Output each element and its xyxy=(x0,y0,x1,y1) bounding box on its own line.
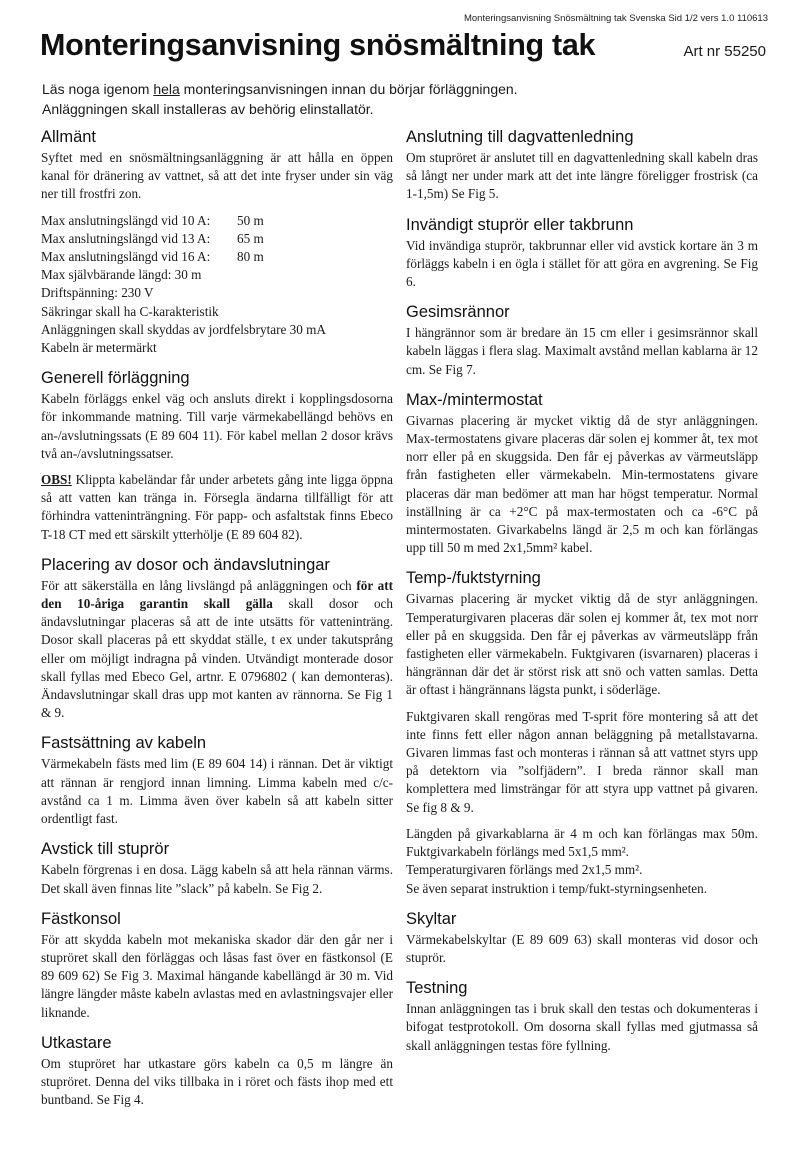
intro-text-post: monteringsanvisningen innan du börjar förläggningen. xyxy=(179,81,518,97)
right-column xyxy=(406,126,758,1065)
text-line: Längden på givarkablarna är 4 m och kan förlängas max 50m. Fuktgivarkabeln förlängs med 5x1,5 mm². xyxy=(406,825,758,860)
spec-row xyxy=(41,212,393,230)
section-heading: Invändigt stuprör eller takbrunn xyxy=(406,215,634,234)
left-column xyxy=(41,126,393,1119)
spec-value: 80 m xyxy=(237,249,264,265)
section-heading: Placering av dosor och ändavslutningar xyxy=(41,555,330,574)
text-post: skall dosor och ändavslutningar placeras så att de inte utsätts för vatteninträng. Dosor skall placeras på ett skyddat ställe, t ex under takutsprång eller om möjligt indragna på vinden. Utvändigt monterade dosor skall fyllas med Ebeco Gel, artnr. E 0796802 ( kan demonteras). Ändavslutningar skall dras upp mot kanten av rännorna. Se Fig 1 & 9. xyxy=(41,596,393,721)
section-fastsattning xyxy=(41,732,393,828)
section-text: Värmekabeln fästs med lim (E 89 604 14) i rännan. Det är viktigt att rännan är rengjord innan limning. Limma kabeln med c/c-avstånd ca 1 m. Limma även över kabeln så att kabeln sitter ordentligt fast. xyxy=(41,756,393,827)
page-title: Monteringsanvisning snösmältning tak xyxy=(40,28,596,62)
section-anslutning xyxy=(406,126,758,204)
spec-line: Anläggningen skall skyddas av jordfelsbrytare 30 mA xyxy=(41,321,326,337)
section-text: Syftet med en snösmältningsanläggning är att hålla en öppen kanal för dränering av vattnet, så att det inte fryser under sin väg ner till frostfri zon. xyxy=(41,150,393,202)
section-invandigt xyxy=(406,214,758,292)
section-text xyxy=(41,577,393,723)
spec-label: Max anslutningslängd vid 10 A: xyxy=(41,212,211,228)
section-text xyxy=(406,825,758,898)
intro xyxy=(42,79,772,119)
section-text: Om stupröret är anslutet till en dagvattenledning skall kabeln dras så långt ner under mark att det inte längre föreligger frostrisk (ca 1-1,5m) Se Fig 5. xyxy=(406,150,758,202)
section-text: Kabeln förläggs enkel väg och ansluts direkt i kopplingsdosorna för inkommande matning. Till varje värmekabellängd behövs en an-/avslutningssats (E 89 604 11). För kabel mellan 2 dosor krävs två an-/avslutningssatser. xyxy=(41,391,393,461)
section-text: Innan anläggningen tas i bruk skall den testas och dokumenteras i bifogat testprotokoll. Om dosorna skall fyllas med gjutmassa så skall anläggningen testas före fyllning. xyxy=(406,1001,758,1053)
spec-list xyxy=(41,212,393,358)
spec-line: Max självbärande längd: 30 m xyxy=(41,267,202,283)
obs-note xyxy=(41,471,393,544)
article-number: Art nr 55250 xyxy=(683,43,766,60)
section-heading: Anslutning till dagvattenledning xyxy=(406,128,634,146)
spec-label: Max anslutningslängd vid 16 A: xyxy=(41,249,211,265)
obs-text: Klippta kabeländar får under arbetets gång inte ligga öppna så att vatten kan tränga in. Försegla ändarna tillfälligt för att förhindra vatteninträngning. För papp- och asfaltstak finns Ebeco T-18 CT med ett särskilt ytterhölje (E 89 604 82). xyxy=(41,472,393,542)
section-utkastare xyxy=(41,1032,393,1110)
section-text: Givarnas placering är mycket viktig då de styr anläggningen. Max-termostatens givare placeras där solen ej kommer åt, tex mot norr eller på en skuggsida. Den får ej påverkas av värmeutsläpp från fastigheten eller värmekabeln. Min-termostatens givare placeras där man bedömer att man har högst temperatur. Normal inställning är ca +2°C på max-termostaten och ca -6°C på mintermostaten. Givarkabelns längd är 2,5 m och kan förlängas upp till 50 m med 2x1,5mm² kabel. xyxy=(406,412,758,556)
section-heading: Gesimsrännor xyxy=(406,303,510,322)
text-line: Temperaturgivaren förlängs med 2x1,5 mm². xyxy=(406,862,643,878)
section-fastkonsol xyxy=(41,908,393,1022)
spec-value: 50 m xyxy=(237,212,264,228)
section-heading: Max-/mintermostat xyxy=(406,390,543,409)
intro-underlined-word: hela xyxy=(153,81,180,97)
section-maxmin xyxy=(406,389,758,558)
spec-line: Kabeln är metermärkt xyxy=(41,340,157,356)
document-reference: Monteringsanvisning Snösmältning tak Svenska Sid 1/2 vers 1.0 110613 xyxy=(463,13,768,24)
section-text: Givarnas placering är mycket viktig då de styr anläggningen. Temperaturgivaren placeras där solen ej kommer åt, tex mot norr eller på en skuggsida. Den får ej påverkas av värmeutsläpp från fastigheten eller värmekabeln. Fuktgivaren (isvarnaren) placeras i hängrännan där det är störst risk att snö och vatten samlas. Detta är oftast i hängrännans lägsta punkt, i söderläge. xyxy=(406,591,758,698)
intro-text-pre: Läs noga igenom xyxy=(42,81,154,97)
spec-line: Driftspänning: 230 V xyxy=(41,285,154,301)
section-avstick xyxy=(41,838,393,897)
section-text: I hängrännor som är bredare än 15 cm eller i gesimsrännor skall kabeln läggas i flera slag. Maximalt avstånd mellan kablarna är 12 cm. Se Fig 7. xyxy=(406,325,758,377)
section-heading: Utkastare xyxy=(41,1033,112,1052)
section-allmant xyxy=(41,126,393,357)
section-heading: Allmänt xyxy=(41,128,97,146)
section-heading: Temp-/fuktstyrning xyxy=(406,569,541,588)
section-heading: Generell förläggning xyxy=(41,369,190,388)
section-placering xyxy=(41,554,393,723)
section-generell xyxy=(41,367,393,544)
section-skyltar xyxy=(406,908,758,967)
section-text: För att skydda kabeln mot mekaniska skador där den går ner i stupröret skall den förläggas och låsas fast över en fästkonsol (E 89 609 62) Se Fig 3. Maximal hängande kabellängd är 30 m. Vid längre längder måste kabeln avlastas med en avlastningsvajer eller liknande. xyxy=(41,931,393,1020)
text-line: Se även separat instruktion i temp/fukt-styrningsenheten. xyxy=(406,880,708,896)
spec-row xyxy=(41,248,393,266)
section-heading: Testning xyxy=(406,979,468,998)
spec-value: 65 m xyxy=(237,230,264,246)
section-heading: Skyltar xyxy=(406,909,457,928)
spec-row xyxy=(41,230,393,248)
section-heading: Fästkonsol xyxy=(41,909,121,928)
text-pre: För att säkerställa en lång livslängd på anläggningen och xyxy=(41,577,357,593)
intro-line-1 xyxy=(42,79,772,99)
intro-line-2: Anläggningen skall installeras av behörig elinstallatör. xyxy=(42,101,374,117)
spec-label: Max anslutningslängd vid 13 A: xyxy=(41,230,211,246)
section-text: Fuktgivaren skall rengöras med T-sprit före montering så att det inte finns fett eller någon annan beläggning på metallstavarna. Givaren limmas fast och monteras i rännan så att vattnet styrs upp på detektorn via ”solfjädern”. I breda rännor skall man komplettera med limsträngar för att styra upp vattnet på givaren. Se fig 8 & 9. xyxy=(406,708,758,815)
section-heading: Avstick till stuprör xyxy=(41,840,170,859)
obs-label: OBS! xyxy=(41,472,72,488)
section-text: Om stupröret har utkastare görs kabeln ca 0,5 m längre än stupröret. Denna del viks tillbaka in i röret och fästs ihop med ett buntband. Se Fig 4. xyxy=(41,1055,393,1108)
section-text: Värmekabelskyltar (E 89 609 63) skall monteras vid dosor och stuprör. xyxy=(406,931,758,965)
section-testning xyxy=(406,977,758,1055)
section-text: Vid invändiga stuprör, takbrunnar eller vid avstick kortare än 3 m förläggs kabeln i en ögla i stället för att göra en avgrening. Se Fig 6. xyxy=(406,237,758,290)
section-tempfukt xyxy=(406,567,758,897)
section-gesims xyxy=(406,301,758,379)
spec-line: Säkringar skall ha C-karakteristik xyxy=(41,303,219,319)
warranty-emphasis: för att den 10-åriga garantin skall gälla xyxy=(41,577,393,612)
section-heading: Fastsättning av kabeln xyxy=(41,734,207,753)
section-text: Kabeln förgrenas i en dosa. Lägg kabeln så att hela rännan värms. Det skall även finnas lite ”slack” på kabeln. Se Fig 2. xyxy=(41,862,393,896)
